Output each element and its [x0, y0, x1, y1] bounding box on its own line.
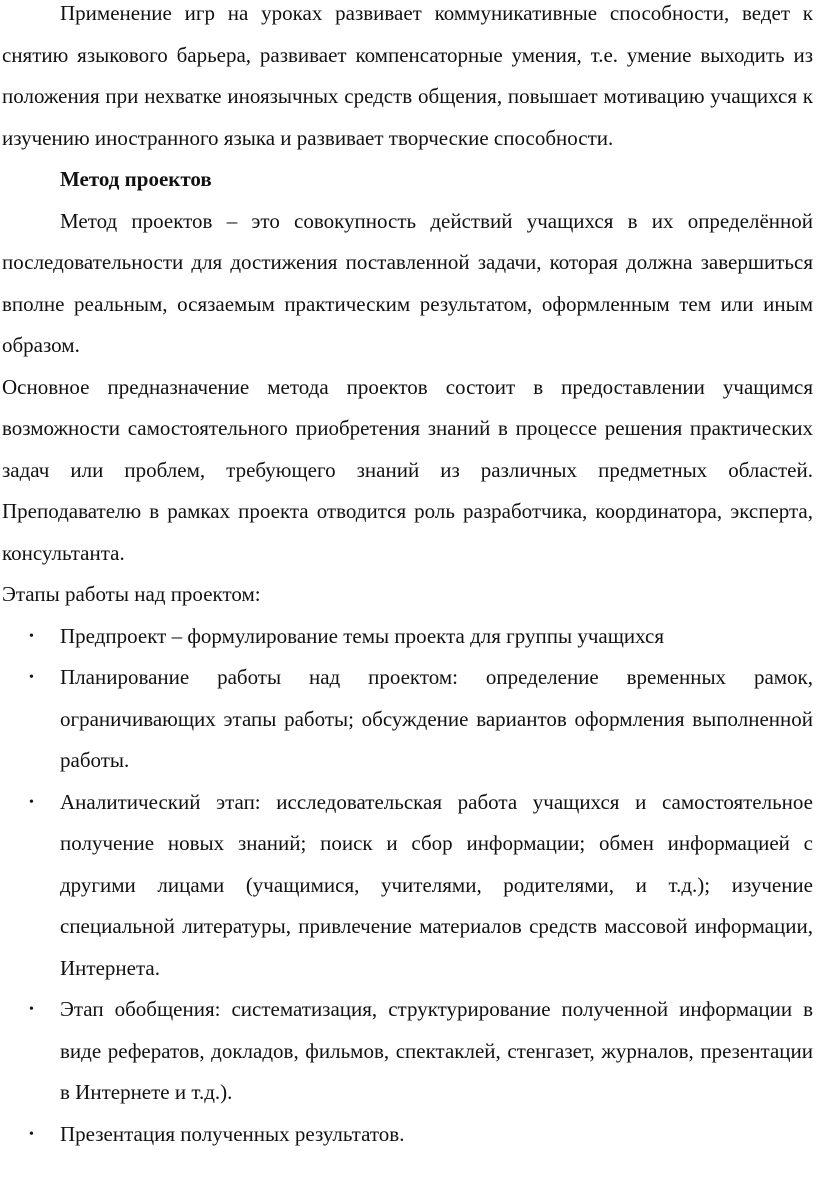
list-item-text: Предпроект – формулирование темы проекта для группы учащихся [60, 623, 664, 648]
list-item [2, 616, 813, 658]
stages-list [2, 616, 813, 1156]
list-item-text: Аналитический этап: исследовательская работа учащихся и самостоятельное получение новых знаний; поиск и сбор информации; обмен информацией с другими лицами (учащимися, учителями, родителями, и т.д.); изучение специальной литературы, привлечение материалов средств массовой информации, Интернета. [60, 789, 813, 980]
stages-intro: Этапы работы над проектом: [2, 582, 261, 606]
list-item-text: Презентация полученных результатов. [60, 1121, 405, 1146]
bullet-icon: • [29, 1002, 34, 1017]
section-heading: Метод проектов [60, 167, 212, 191]
list-item-text: Этап обобщения: систематизация, структурирование полученной информации в виде рефератов, докладов, фильмов, спектаклей, стенгазет, журналов, презентации в Интернете и т.д.). [60, 997, 813, 1104]
list-item [2, 657, 813, 782]
bullet-icon: • [29, 1126, 34, 1142]
paragraph-purpose: Основное предназначение метода проектов состоит в предоставлении учащимся возможности самостоятельного приобретения знаний в процессе решения практических задач или проблем, требующего знаний из различных предметных областей. Преподавателю в рамках проекта отводится роль разработчика, координатора, эксперта, консультанта. [2, 374, 813, 565]
list-item-text: Планирование работы над проектом: определение временных рамок, ограничивающих этапы работы; обсуждение вариантов оформления выполненной работы. [60, 665, 813, 772]
paragraph-games: Применение игр на уроках развивает коммуникативные способности, ведет к снятию языкового барьера, развивает компенсаторные умения, т.е. умение выходить из положения при нехватке иноязычных средств общения, повышает мотивацию учащихся к изучению иностранного языка и развивает творческие способности. [2, 1, 813, 150]
bullet-icon: • [29, 628, 34, 644]
list-item [2, 989, 813, 1114]
list-item [2, 1114, 813, 1156]
list-item [2, 782, 813, 990]
bullet-icon: • [29, 794, 34, 810]
bullet-icon: • [29, 670, 34, 685]
paragraph-definition: Метод проектов – это совокупность действий учащихся в их определённой последовательности для достижения поставленной задачи, которая должна завершиться вполне реальным, осязаемым практическим результатом, оформленным тем или иным образом. [2, 208, 813, 357]
